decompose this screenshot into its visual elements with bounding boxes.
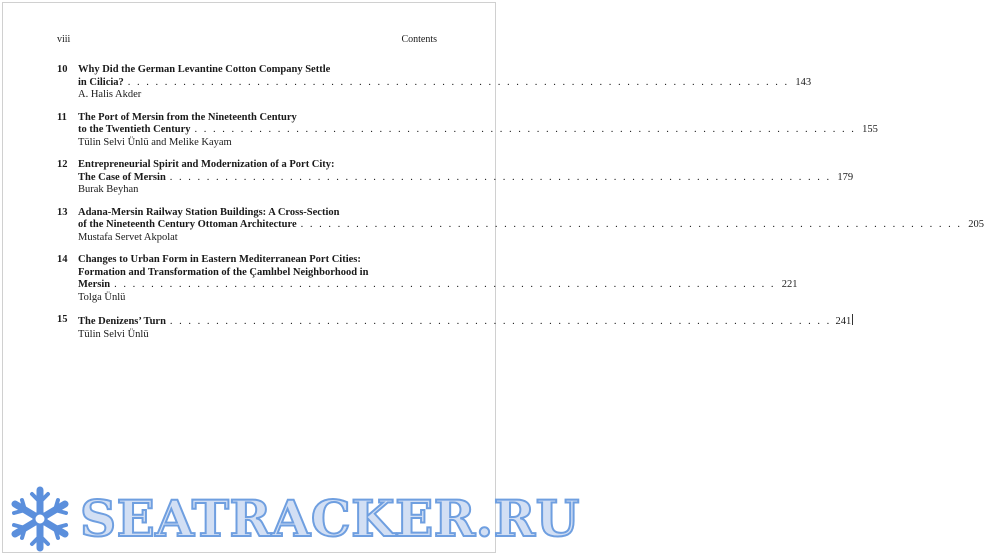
dot-leader (301, 219, 962, 232)
running-head-title: Contents (401, 34, 437, 45)
toc-entry[interactable] (57, 111, 878, 150)
running-header (57, 34, 437, 45)
chapter-author: Burak Beyhan (78, 184, 139, 195)
chapter-title-line: Entrepreneurial Spirit and Modernization of a Port City: (78, 159, 335, 170)
watermark (0, 482, 580, 556)
watermark-text: SEATRACKER.RU (80, 489, 580, 548)
chapter-title-line: Mersin (78, 279, 111, 290)
chapter-author: Tolga Ünlü (78, 291, 126, 303)
table-of-contents (57, 64, 984, 351)
chapter-author: Tülin Selvi Ünlü (78, 328, 149, 340)
chapter-page-number: 155 (862, 124, 878, 135)
snowflake-logo-icon (3, 484, 77, 554)
chapter-page-number: 241 (835, 316, 852, 327)
chapter-author: A. Halis Akder (78, 89, 142, 100)
chapter-title-line: of the Nineteenth Century Ottoman Architecture (78, 219, 297, 230)
chapter-title-line: in Cilicia? (78, 76, 124, 88)
chapter-author: Tülin Selvi Ünlü and Melike Kayam (78, 136, 232, 148)
chapter-title-line: Changes to Urban Form in Eastern Mediterranean Port Cities: (78, 254, 361, 265)
chapter-title-line: The Denizens’ Turn (78, 316, 166, 327)
chapter-title-line: Why Did the German Levantine Cotton Company Settle (78, 64, 331, 75)
chapter-number: 15 (57, 314, 68, 325)
toc-entry[interactable] (57, 254, 798, 304)
chapter-page-number: 205 (968, 219, 984, 230)
chapter-author: Mustafa Servet Akpolat (78, 231, 178, 243)
chapter-title-line: to the Twentieth Century (78, 124, 191, 135)
chapter-title-line: Adana-Mersin Railway Station Buildings: A Cross-Section (78, 206, 340, 218)
text-cursor (852, 314, 853, 325)
dot-leader (170, 316, 831, 329)
dot-leader (128, 77, 789, 90)
chapter-page-number: 143 (795, 76, 812, 88)
toc-entry[interactable] (57, 64, 812, 102)
dot-leader (114, 279, 775, 292)
chapter-number: 12 (57, 159, 68, 170)
chapter-number: 14 (57, 254, 68, 265)
toc-entry[interactable] (57, 206, 984, 245)
chapter-title-line: The Case of Mersin (78, 171, 166, 183)
toc-entry[interactable] (57, 159, 854, 197)
chapter-page-number: 179 (837, 171, 854, 183)
chapter-page-number: 221 (781, 279, 798, 290)
chapter-number: 11 (57, 111, 67, 123)
chapter-number: 13 (57, 206, 68, 218)
dot-leader (194, 124, 855, 137)
toc-entry[interactable] (57, 314, 852, 341)
page-number-roman: viii (57, 34, 71, 45)
dot-leader (170, 172, 831, 185)
chapter-title-line: The Port of Mersin from the Nineteenth Century (78, 111, 297, 123)
chapter-number: 10 (57, 64, 68, 75)
chapter-title-line: Formation and Transformation of the Çamlıbel Neighborhood in (78, 266, 369, 278)
